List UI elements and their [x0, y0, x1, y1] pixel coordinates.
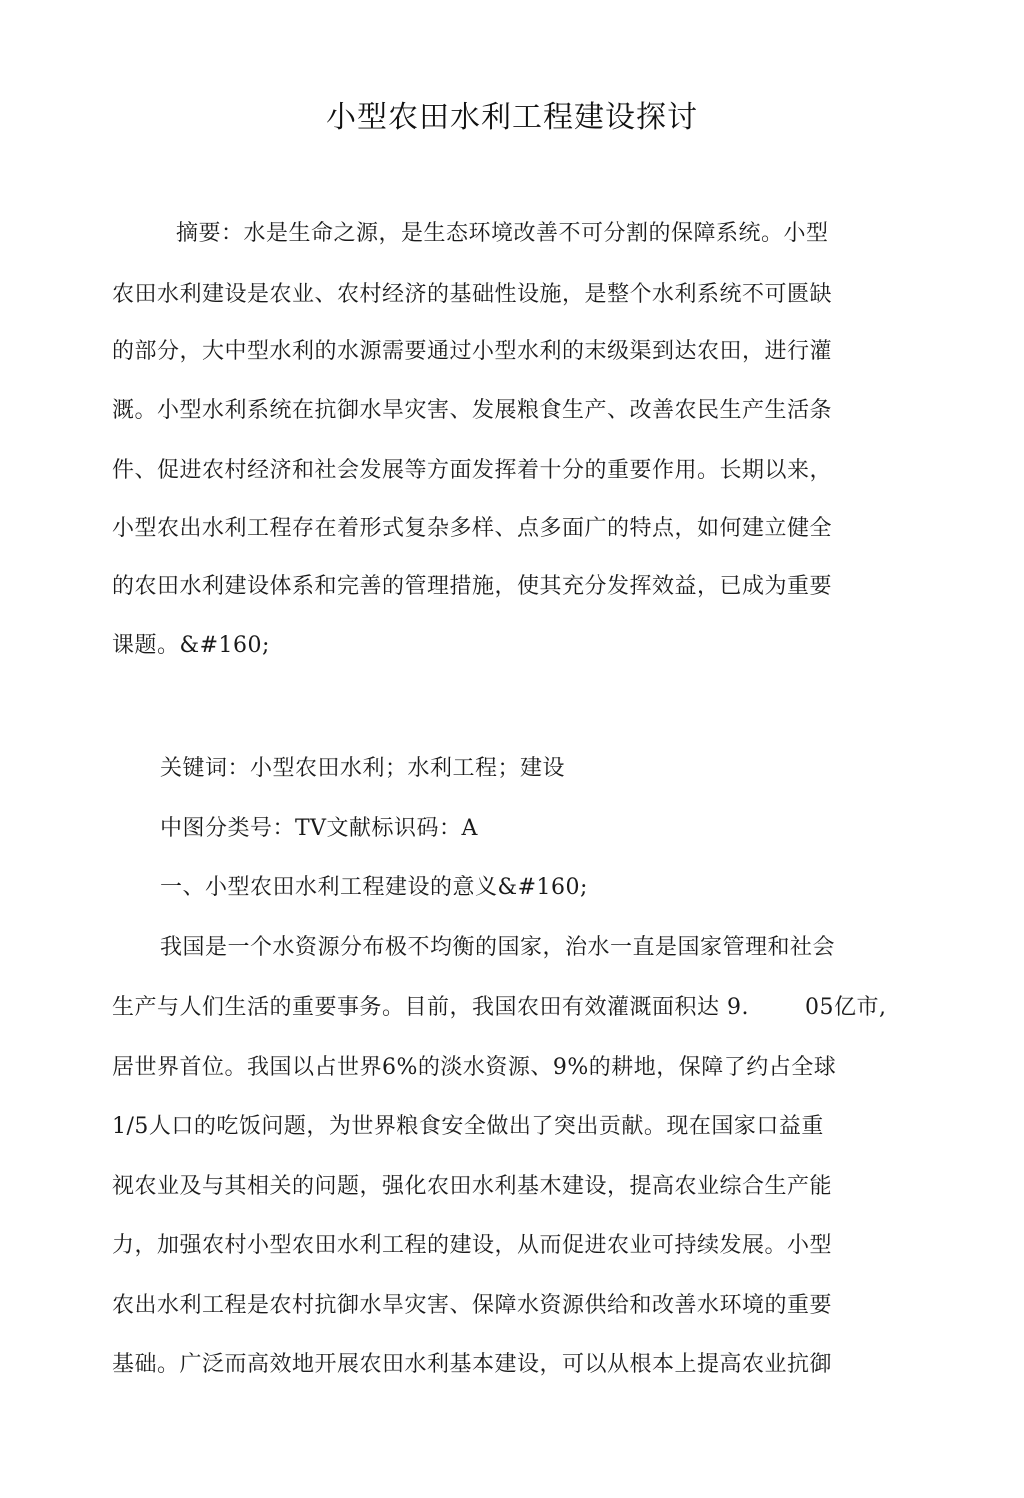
abstract-line: 件、促进农村经济和社会发展等方面发挥着十分的重要作用。长期以来，	[112, 458, 833, 483]
abstract-line: 摘要：水是生命之源，是生态环境改善不可分割的保障系统。小型	[176, 221, 829, 246]
keywords-line: 关键词：小型农田水利；水利工程；建设	[160, 756, 566, 781]
abstract-line: 课题。&#160;	[112, 633, 270, 658]
classification-line: 中图分类号：TV文献标识码：A	[160, 816, 478, 841]
body-line	[112, 992, 887, 1024]
abstract-line: 农田水利建设是农业、农村经济的基础性设施，是整个水利系统不可匮缺	[112, 282, 833, 307]
body-line-text-continued: 05亿市,	[805, 995, 887, 1020]
abstract-line: 的农田水利建设体系和完善的管理措施，使其充分发挥效益，已成为重要	[112, 574, 833, 599]
abstract-line: 小型农出水利工程存在着形式复杂多样、点多面广的特点，如何建立健全	[112, 516, 833, 541]
body-line: 我国是一个水资源分布极不均衡的国家，治水一直是国家管理和社会	[160, 935, 836, 960]
abstract-line: 的部分，大中型水利的水源需要通过小型水利的末级渠到达农田，进行灌	[112, 339, 833, 364]
body-line: 1/5人口的吃饭问题，为世界粮食安全做出了突出贡献。现在国家口益重	[112, 1114, 824, 1139]
body-line-text: 生产与人们生活的重要事务。目前，我国农田有效灌溉面积达 9.	[112, 995, 749, 1020]
body-line: 居世界首位。我国以占世界6%的淡水资源、9%的耕地，保障了约占全球	[112, 1055, 837, 1080]
body-line: 基础。广泛而高效地开展农田水利基本建设，可以从根本上提高农业抗御	[112, 1352, 833, 1377]
document-title: 小型农田水利工程建设探讨	[326, 100, 698, 135]
section-heading: 一、小型农田水利工程建设的意义&#160;	[160, 875, 588, 900]
abstract-line: 溉。小型水利系统在抗御水旱灾害、发展粮食生产、改善农民生产生活条	[112, 398, 833, 423]
body-line: 视农业及与其相关的问题，强化农田水利基木建设，提高农业综合生产能	[112, 1174, 833, 1199]
body-line: 力，加强农村小型农田水利工程的建设，从而促进农业可持续发展。小型	[112, 1233, 833, 1258]
body-line: 农出水利工程是农村抗御水旱灾害、保障水资源供给和改善水环境的重要	[112, 1293, 833, 1318]
